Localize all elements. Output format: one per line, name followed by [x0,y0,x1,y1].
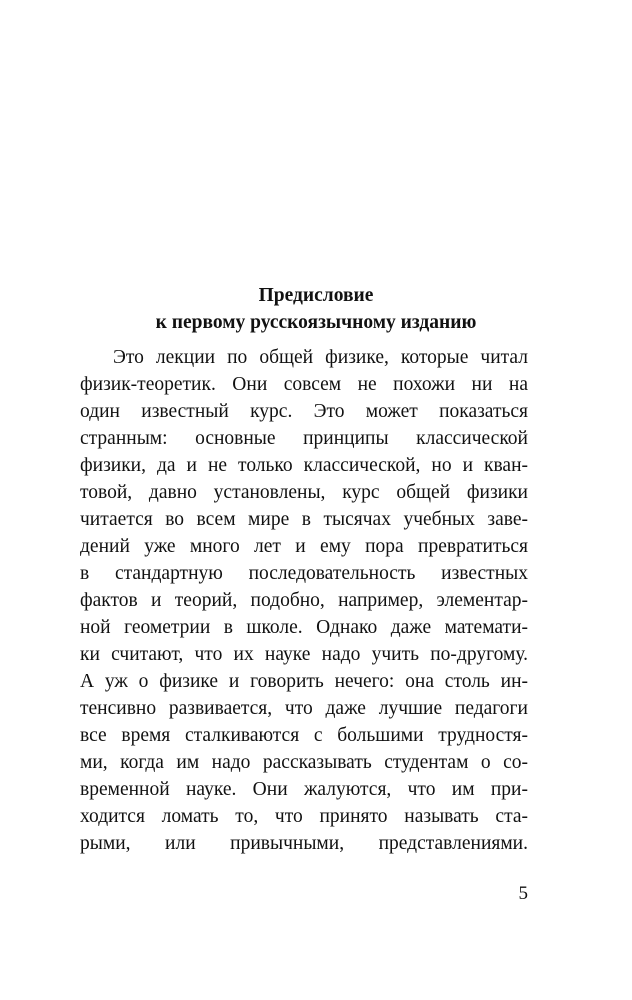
text-line: физик-теоретик. Они совсем не похожи ни на [80,374,528,395]
text-line: в стандартную последовательность известных [80,563,528,584]
body-text [80,344,528,857]
text-line: временной науке. Они жалуются, что им при- [80,779,528,800]
text-line: тенсивно развивается, что даже лучшие педагоги [80,698,528,719]
text-line: ной геометрии в школе. Однако даже математи- [80,617,528,638]
chapter-heading [0,282,632,336]
text-line: Это лекции по общей физике, которые читал [113,347,528,368]
text-line: читается во всем мире в тысячах учебных заве- [80,509,528,530]
heading-title: Предисловие [258,285,374,306]
text-line: один известный курс. Это может показаться [80,401,528,422]
text-line: странным: основные принципы классической [80,428,528,449]
text-line: ки считают, что их науке надо учить по-другому. [80,644,528,665]
text-line: фактов и теорий, подобно, например, элементар- [80,590,528,611]
text-line: А уж о физике и говорить нечего: она столь ин- [80,671,528,692]
text-line: ходится ломать то, что принято называть ста- [80,806,528,827]
text-line: рыми, или привычными, представлениями. [80,833,528,854]
text-line: все время сталкиваются с большими трудностя- [80,725,528,746]
heading-subtitle: к первому русскоязычному изданию [155,312,477,333]
page-number: 5 [518,883,528,904]
text-line: товой, давно установлены, курс общей физики [80,482,528,503]
text-line: ми, когда им надо рассказывать студентам о со- [80,752,528,773]
text-line: физики, да и не только классической, но и кван- [80,455,528,476]
text-line: дений уже много лет и ему пора превратиться [80,536,528,557]
